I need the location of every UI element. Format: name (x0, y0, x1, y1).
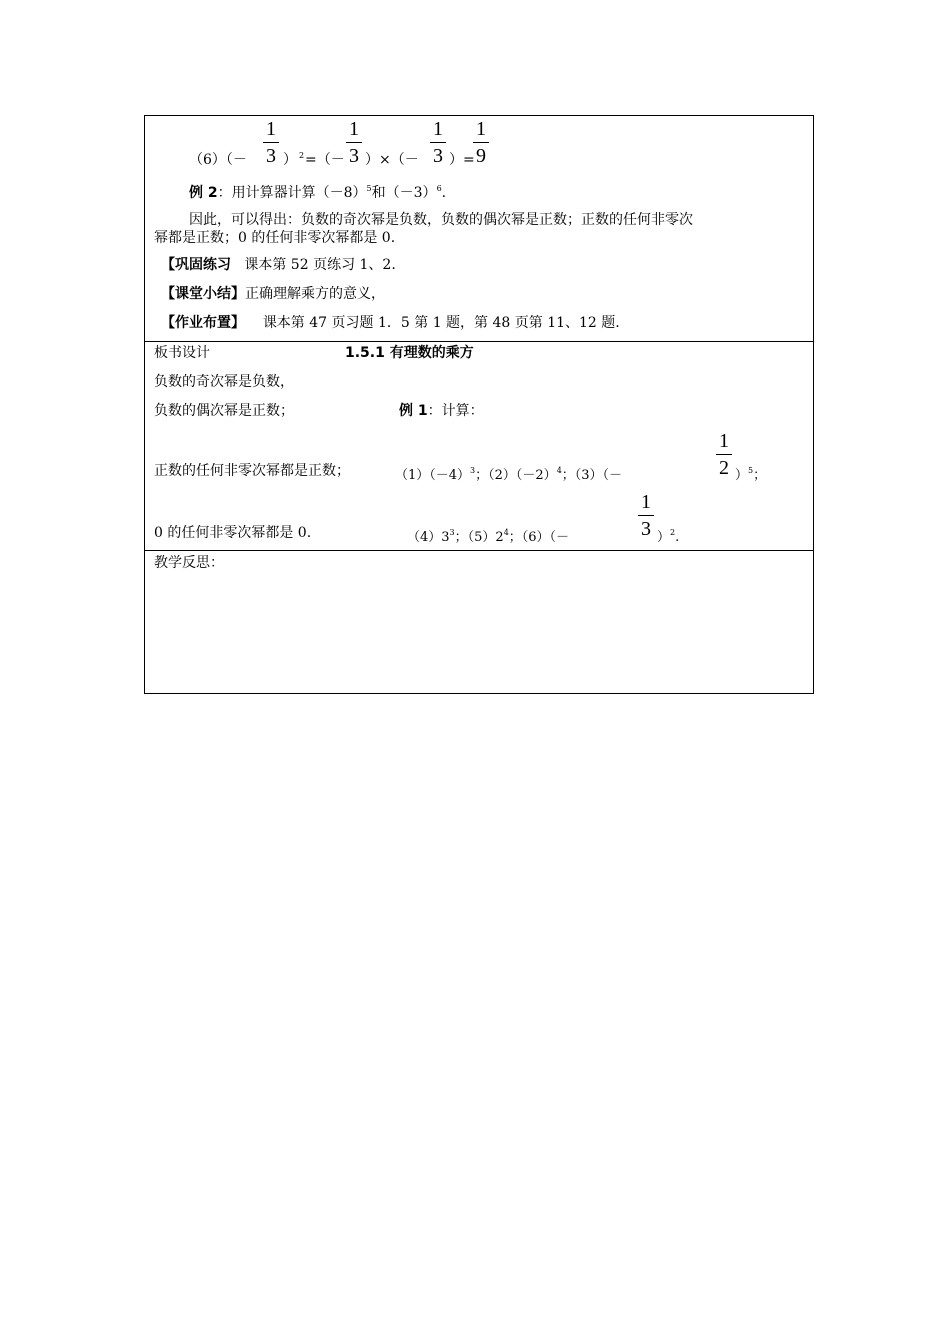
exponent: 2 (299, 151, 305, 160)
line6-seg1: ） (283, 152, 297, 168)
fraction: 1 3 (638, 491, 654, 540)
conclusion-line-2: 幂都是正数；0 的任何非零次幂都是 0. (154, 230, 396, 246)
fraction: 1 3 (346, 118, 362, 167)
problem-3-end: ）$^5$； (735, 466, 767, 483)
row-divider (145, 550, 813, 551)
conclusion-line-1: 因此，可以得出：负数的奇次幂是负数，负数的偶次幂是正数；正数的任何非零次 (189, 212, 693, 228)
board-rule-3: 正数的任何非零次幂都是正数； (154, 463, 350, 479)
board-rule-2: 负数的偶次幂是正数； (154, 403, 294, 419)
lesson-table (144, 115, 814, 694)
board-rule-4: 0 的任何非零次幂都是 0. (154, 525, 312, 541)
fraction: 1 9 (473, 118, 489, 167)
problems-row-1: $(1)(-4)^3$；$(2)(-2)^4$；（3）（－ (395, 466, 623, 483)
fraction: 1 3 (263, 118, 279, 167)
problem-6-end: ）$^2$. (657, 528, 680, 545)
homework: 【作业布置】 课本第 47 页习题 1．5 第 1 题，第 48 页第 11、12 题. (161, 315, 620, 331)
example-1: 例 1：计算： (399, 403, 484, 419)
row-divider (145, 341, 813, 342)
line6-seg4: ）= (449, 152, 475, 168)
line6-seg3: ）×（－ (365, 152, 419, 168)
fraction: 1 3 (430, 118, 446, 167)
board-label: 板书设计 (154, 345, 210, 361)
board-title: 1.5.1 有理数的乘方 (345, 345, 474, 361)
reflection-label: 教学反思： (154, 555, 224, 571)
board-rule-1: 负数的奇次幂是负数， (154, 374, 294, 390)
example-2: 例 2：用计算器计算$(-8)^5$和$(-3)^6$. (189, 184, 447, 201)
line6-seg2: =（－ (305, 152, 345, 168)
fraction: 1 2 (716, 430, 732, 479)
problems-row-2: $(4)3^3$；$(5)2^4$；（6）（－ (407, 528, 570, 545)
practice: 【巩固练习 课本第 52 页练习 1、2. (161, 257, 396, 273)
summary: 【课堂小结】正确理解乘方的意义， (161, 286, 385, 302)
line6-prefix: （6）（－ (189, 152, 247, 168)
